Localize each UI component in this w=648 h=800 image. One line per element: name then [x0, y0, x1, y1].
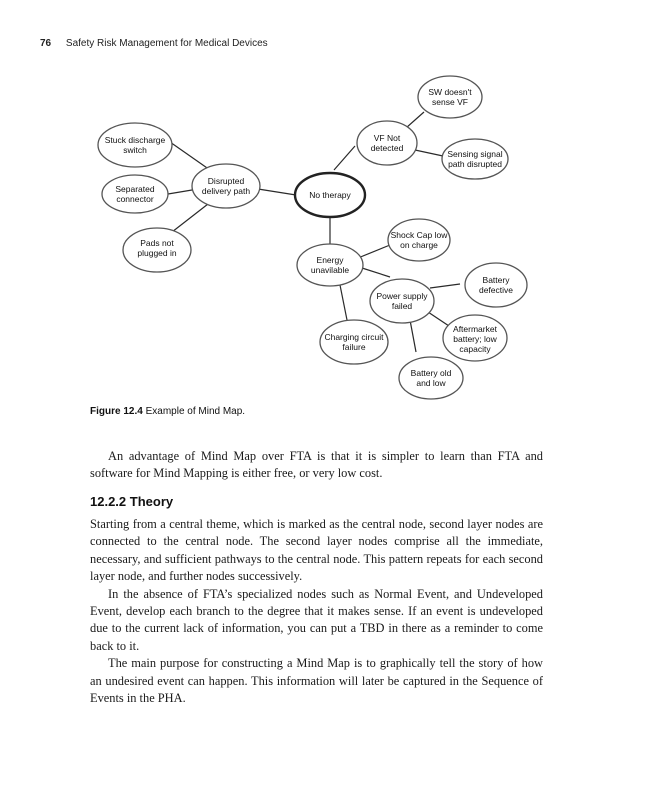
node-aftermarket-battery: [443, 315, 507, 361]
section-heading: [90, 494, 173, 509]
node-vfnot-line2: detected: [370, 143, 404, 153]
node-charging-line2: failure: [342, 342, 366, 352]
edge-energy-shock: [358, 245, 390, 258]
node-pads-not-plugged: [123, 228, 191, 272]
node-vfnot-line1: VF Not: [373, 133, 401, 143]
node-power-supply-failed: [370, 279, 434, 323]
running-header: [40, 38, 268, 49]
node-power-line2: failed: [391, 301, 413, 311]
page-number: 76: [40, 38, 52, 49]
node-separated-line1: Separated: [115, 184, 155, 194]
node-sw-line2: sense VF: [432, 97, 468, 107]
node-disrupted-line1: Disrupted: [207, 176, 245, 186]
section-title: Theory: [129, 494, 174, 509]
paragraph-advantage: An advantage of Mind Map over FTA is that it is simpler to learn than FTA and software for Mind Mapping is either free, or very low cost.: [90, 449, 543, 481]
node-battery-def-line2: defective: [478, 285, 514, 295]
figure-label: Figure 12.4: [90, 406, 143, 417]
node-charging-circuit: [320, 320, 388, 364]
node-aftermarket-line1: Aftermarket: [453, 324, 497, 334]
node-battery-old-line2: and low: [416, 378, 446, 388]
edge-energy-charging: [340, 285, 348, 325]
node-sw-doesnt-sense: [418, 76, 482, 118]
mind-map-figure: [90, 70, 550, 410]
node-battery-old: [399, 357, 463, 399]
node-pads-line1: Pads not: [140, 238, 174, 248]
edge-center-disrupted: [258, 189, 296, 195]
node-vf-not-detected: [357, 121, 417, 165]
node-separated-connector: [102, 175, 168, 213]
node-stuck-line2: switch: [123, 145, 147, 155]
node-sensing-line1: Sensing signal: [447, 149, 503, 159]
edge-energy-power: [362, 268, 390, 277]
node-center-no-therapy: [295, 173, 365, 217]
edge-disrupted-pads: [172, 204, 208, 232]
node-energy-unavailable: [297, 244, 363, 286]
edge-disrupted-stuck: [170, 142, 210, 170]
figure-caption: [90, 406, 245, 417]
node-charging-line1: Charging circuit: [324, 332, 384, 342]
section-number: 12.2.2: [90, 494, 127, 509]
node-sw-line1: SW doesn't: [428, 87, 472, 97]
node-battery-def-line1: Battery: [482, 275, 510, 285]
running-title: Safety Risk Management for Medical Devices: [65, 38, 268, 49]
node-battery-old-line1: Battery old: [410, 368, 452, 378]
paragraph-purpose: The main purpose for constructing a Mind Map is to graphically tell the story of how an undesired event can happen. This information will later be captured in the Sequence of Events in the PHA.: [90, 656, 543, 706]
node-stuck-line1: Stuck discharge: [104, 135, 166, 145]
node-shock-line1: Shock Cap low: [390, 230, 448, 240]
node-shock-cap-low: [388, 219, 450, 261]
node-aftermarket-line3: capacity: [459, 344, 491, 354]
node-shock-line2: on charge: [400, 240, 438, 250]
center-label: No therapy: [309, 190, 351, 200]
node-aftermarket-line2: battery; low: [453, 334, 497, 344]
edge-vfnot-sensing: [415, 150, 443, 156]
paragraph-starting: Starting from a central theme, which is marked as the central node, second layer nodes are connected to the central node. The second layer nodes comprise all the immediate, necessary, and sufficient pathways to the central node. This pattern repeats for each second layer node, and further nodes successively.: [90, 517, 543, 584]
edge-center-vfnot: [334, 146, 355, 170]
node-separated-line2: connector: [116, 194, 154, 204]
node-energy-line1: Energy: [316, 255, 344, 265]
node-stuck-discharge: [98, 123, 172, 167]
edge-vfnot-sw: [406, 112, 424, 128]
edge-disrupted-separated: [168, 190, 192, 194]
node-power-line1: Power supply: [376, 291, 428, 301]
node-energy-line2: unavilable: [310, 265, 350, 275]
edge-power-battery-def: [430, 284, 460, 288]
node-sensing-line2: path disrupted: [448, 159, 502, 169]
figure-caption-text: Example of Mind Map.: [145, 406, 246, 417]
mind-map-diagram: [90, 70, 550, 410]
node-disrupted-line2: delivery path: [201, 186, 251, 196]
edge-power-battery-old: [410, 320, 416, 352]
paragraph-absence: In the absence of FTA’s specialized nodes such as Normal Event, and Undeveloped Event, develop each branch to the degree that it makes sense. If an event is undeveloped due to the current lack of information, you can put a TBD in there as a reminder to come back to it.: [90, 586, 543, 653]
section-body: [90, 516, 543, 707]
node-pads-line2: plugged in: [137, 248, 177, 258]
node-battery-defective: [465, 263, 527, 307]
node-disrupted-delivery: [192, 164, 260, 208]
node-sensing-signal: [442, 139, 508, 179]
